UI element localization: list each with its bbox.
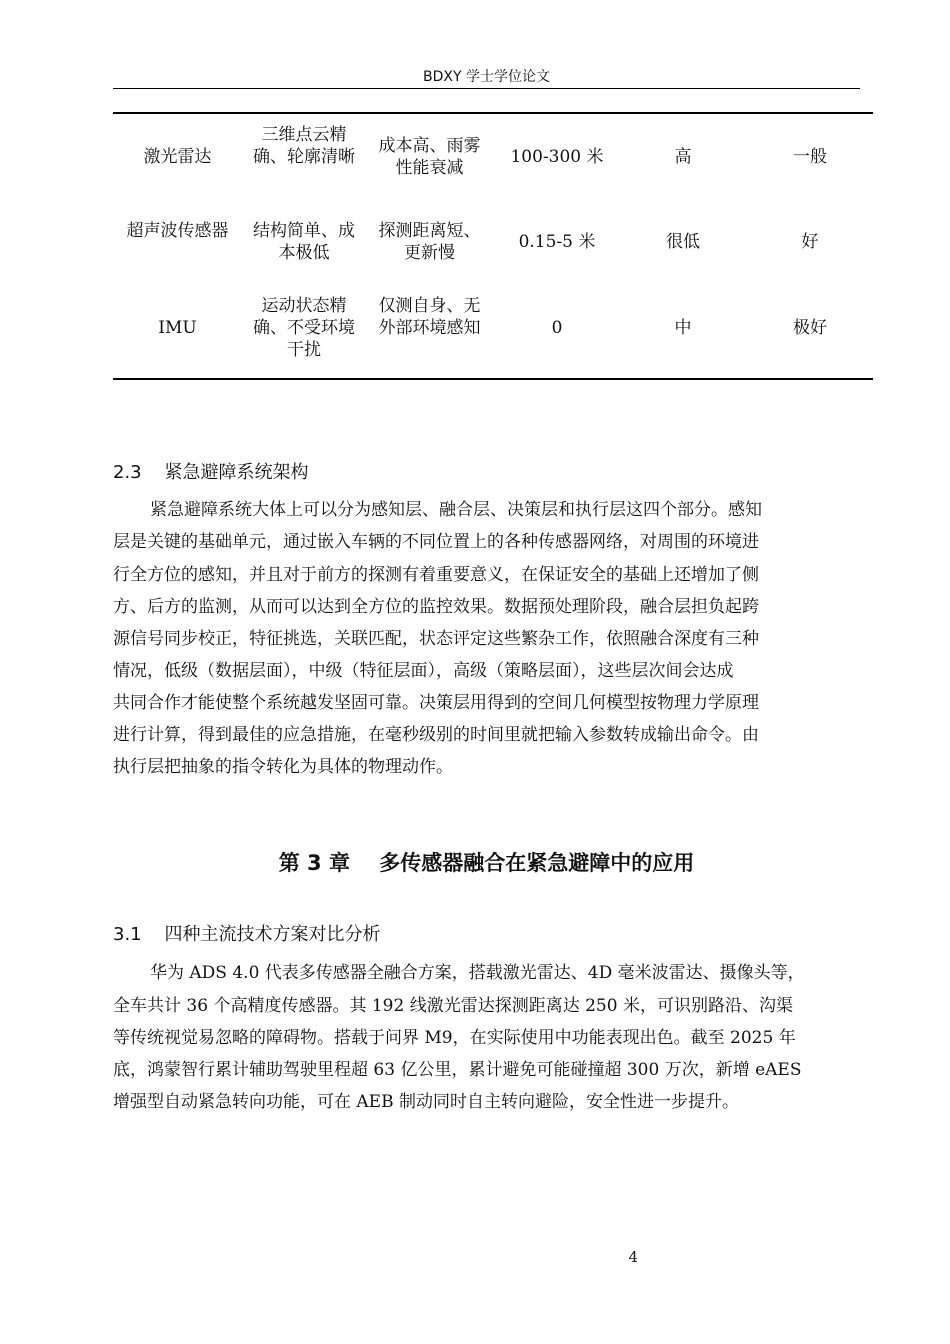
paragraph-line: 层是关键的基础单元，通过嵌入车辆的不同位置上的各种传感器网络，对周围的环境进: [113, 532, 759, 552]
table-cell: 中: [674, 318, 692, 338]
header-rule: [113, 88, 860, 89]
table-cell: 运动状态精确、不受环境干扰: [253, 296, 355, 360]
paragraph-line: 紧急避障系统大体上可以分为感知层、融合层、决策层和执行层这四个部分。感知: [150, 500, 762, 520]
table-cell: 仅测自身、无外部环境感知: [378, 296, 481, 338]
paragraph-line: 执行层把抽象的指令转化为具体的物理动作。: [113, 757, 453, 777]
running-header: BDXY 学士学位论文: [423, 69, 550, 85]
paragraph-line: 等传统视觉易忽略的障碍物。搭载于问界 M9，在实际使用中功能表现出色。截至 2025 年: [113, 1028, 796, 1048]
table-cell: 很低: [666, 232, 700, 252]
paragraph-line: 情况，低级（数据层面），中级（特征层面），高级（策略层面），这些层次间会达成: [113, 661, 734, 681]
table-cell: 超声波传感器: [126, 221, 229, 241]
paragraph-line: 华为 ADS 4.0 代表多传感器全融合方案，搭载激光雷达、4D 毫米波雷达、摄像头等，: [150, 963, 805, 983]
table-cell: 三维点云精确、轮廓清晰: [253, 125, 355, 167]
table-cell: 好: [801, 232, 819, 252]
paragraph-line: 进行计算，得到最佳的应急措施，在毫秒级别的时间里就把输入参数转成输出命令。由: [113, 725, 759, 745]
table-cell: 探测距离短、更新慢: [378, 221, 481, 263]
table-cell: IMU: [158, 318, 197, 338]
table-bottom-rule: [113, 378, 873, 380]
paragraph-line: 共同合作才能使整个系统越发坚固可靠。决策层用得到的空间几何模型按物理力学原理: [113, 693, 759, 713]
table-cell: 一般: [793, 147, 827, 167]
table-cell: 0: [551, 318, 563, 338]
table-cell: 高: [674, 147, 692, 167]
paragraph-line: 增强型自动紧急转向功能，可在 AEB 制动同时自主转向避险，安全性进一步提升。: [113, 1092, 739, 1112]
table-cell: 结构简单、成本极低: [253, 221, 355, 263]
table-top-rule: [113, 112, 873, 114]
page-number: 4: [628, 1248, 638, 1266]
paragraph-line: 源信号同步校正，特征挑选，关联匹配，状态评定这些繁杂工作，依照融合深度有三种: [113, 629, 759, 649]
paragraph-line: 全车共计 36 个高精度传感器。其 192 线激光雷达探测距离达 250 米，可识别路沿、沟渠: [113, 996, 793, 1016]
paragraph-line: 方、后方的监测，从而可以达到全方位的监控效果。数据预处理阶段，融合层担负起跨: [113, 597, 759, 617]
table-cell: 成本高、雨雾性能衰减: [378, 136, 481, 178]
paragraph-line: 底，鸿蒙智行累计辅助驾驶里程超 63 亿公里，累计避免可能碰撞超 300 万次，新增 eAES: [113, 1060, 802, 1080]
table-cell: 极好: [793, 318, 827, 338]
table-cell: 100-300 米: [510, 147, 604, 167]
paragraph-line: 行全方位的感知，并且对于前方的探测有着重要意义，在保证安全的基础上还增加了侧: [113, 565, 759, 585]
section-heading: 2.3 紧急避障系统架构: [113, 462, 309, 483]
chapter-heading: 第 3 章 多传感器融合在紧急避障中的应用: [278, 851, 695, 875]
table-cell: 激光雷达: [143, 147, 212, 167]
table-cell: 0.15-5 米: [518, 232, 596, 252]
section-heading: 3.1 四种主流技术方案对比分析: [113, 924, 381, 945]
